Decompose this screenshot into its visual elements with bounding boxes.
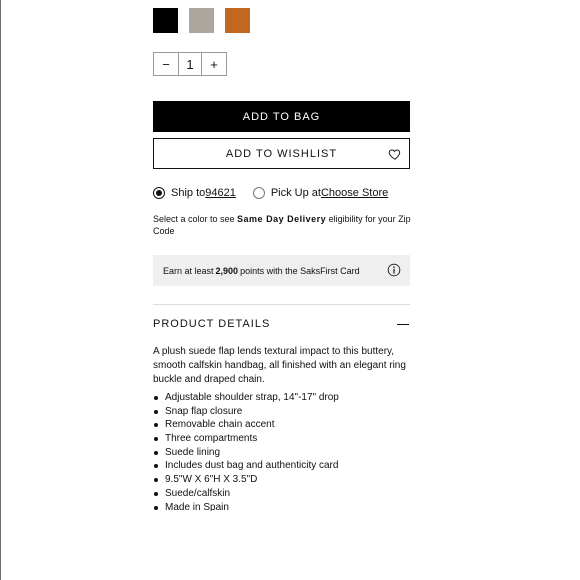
quantity-increase-button[interactable]: + — [210, 56, 218, 72]
feature-item: Includes dust bag and authenticity card — [153, 459, 415, 473]
pick-up-label: Pick Up at — [270, 187, 321, 199]
info-icon[interactable] — [387, 263, 401, 277]
fulfillment-options — [153, 187, 388, 199]
choose-store-link[interactable]: Choose Store — [320, 187, 389, 199]
same-day-delivery-note — [153, 213, 413, 237]
section-divider — [153, 304, 410, 305]
swatch-cognac[interactable] — [225, 8, 250, 33]
same-day-bold: Same Day Delivery — [237, 214, 327, 224]
product-features-list — [153, 391, 415, 511]
add-to-wishlist-button[interactable] — [153, 138, 410, 169]
product-description: A plush suede flap lends textural impact to this buttery, smooth calfskin handbag, all finished with an elegant ring buckle and draped chain. — [153, 346, 406, 385]
pick-up-radio[interactable] — [253, 187, 265, 199]
feature-item: 9.5"W X 6"H X 3.5"D — [153, 473, 415, 487]
feature-item: Suede/calfskin — [153, 487, 415, 501]
feature-item: Three compartments — [153, 432, 415, 446]
add-to-wishlist-label: ADD TO WISHLIST — [225, 147, 338, 160]
quantity-decrease-button[interactable]: − — [162, 56, 170, 72]
feature-item: Suede lining — [153, 446, 415, 460]
same-day-prefix: Select a color to see — [153, 214, 238, 224]
add-to-bag-label: ADD TO BAG — [242, 110, 321, 123]
swatch-grey[interactable] — [189, 8, 214, 33]
points-suffix: points with the SaksFirst Card — [240, 265, 360, 276]
swatch-black[interactable] — [153, 8, 178, 33]
collapse-minus-icon — [397, 324, 409, 325]
heart-icon — [388, 147, 402, 161]
add-to-bag-button[interactable] — [153, 101, 410, 132]
product-details-heading: PRODUCT DETAILS — [153, 318, 271, 330]
quantity-stepper — [153, 52, 227, 76]
points-value: 2,900 — [215, 265, 239, 276]
points-prefix: Earn at least — [163, 265, 214, 276]
feature-item: Snap flap closure — [153, 405, 415, 419]
ship-to-label: Ship to — [171, 187, 206, 199]
ship-to-radio[interactable] — [153, 187, 165, 199]
left-border — [0, 0, 1, 580]
product-details-toggle[interactable] — [153, 318, 410, 330]
same-day-suffix: eligibility for your Zip Code — [153, 214, 411, 236]
color-swatches — [153, 8, 250, 33]
quantity-value[interactable]: 1 — [178, 53, 202, 75]
feature-item: Adjustable shoulder strap, 14"-17" drop — [153, 391, 415, 405]
feature-item: Made in Spain — [153, 501, 415, 512]
saksfirst-points-banner — [153, 255, 410, 286]
feature-item: Removable chain accent — [153, 418, 415, 432]
zip-code-link[interactable]: 94621 — [205, 187, 236, 199]
